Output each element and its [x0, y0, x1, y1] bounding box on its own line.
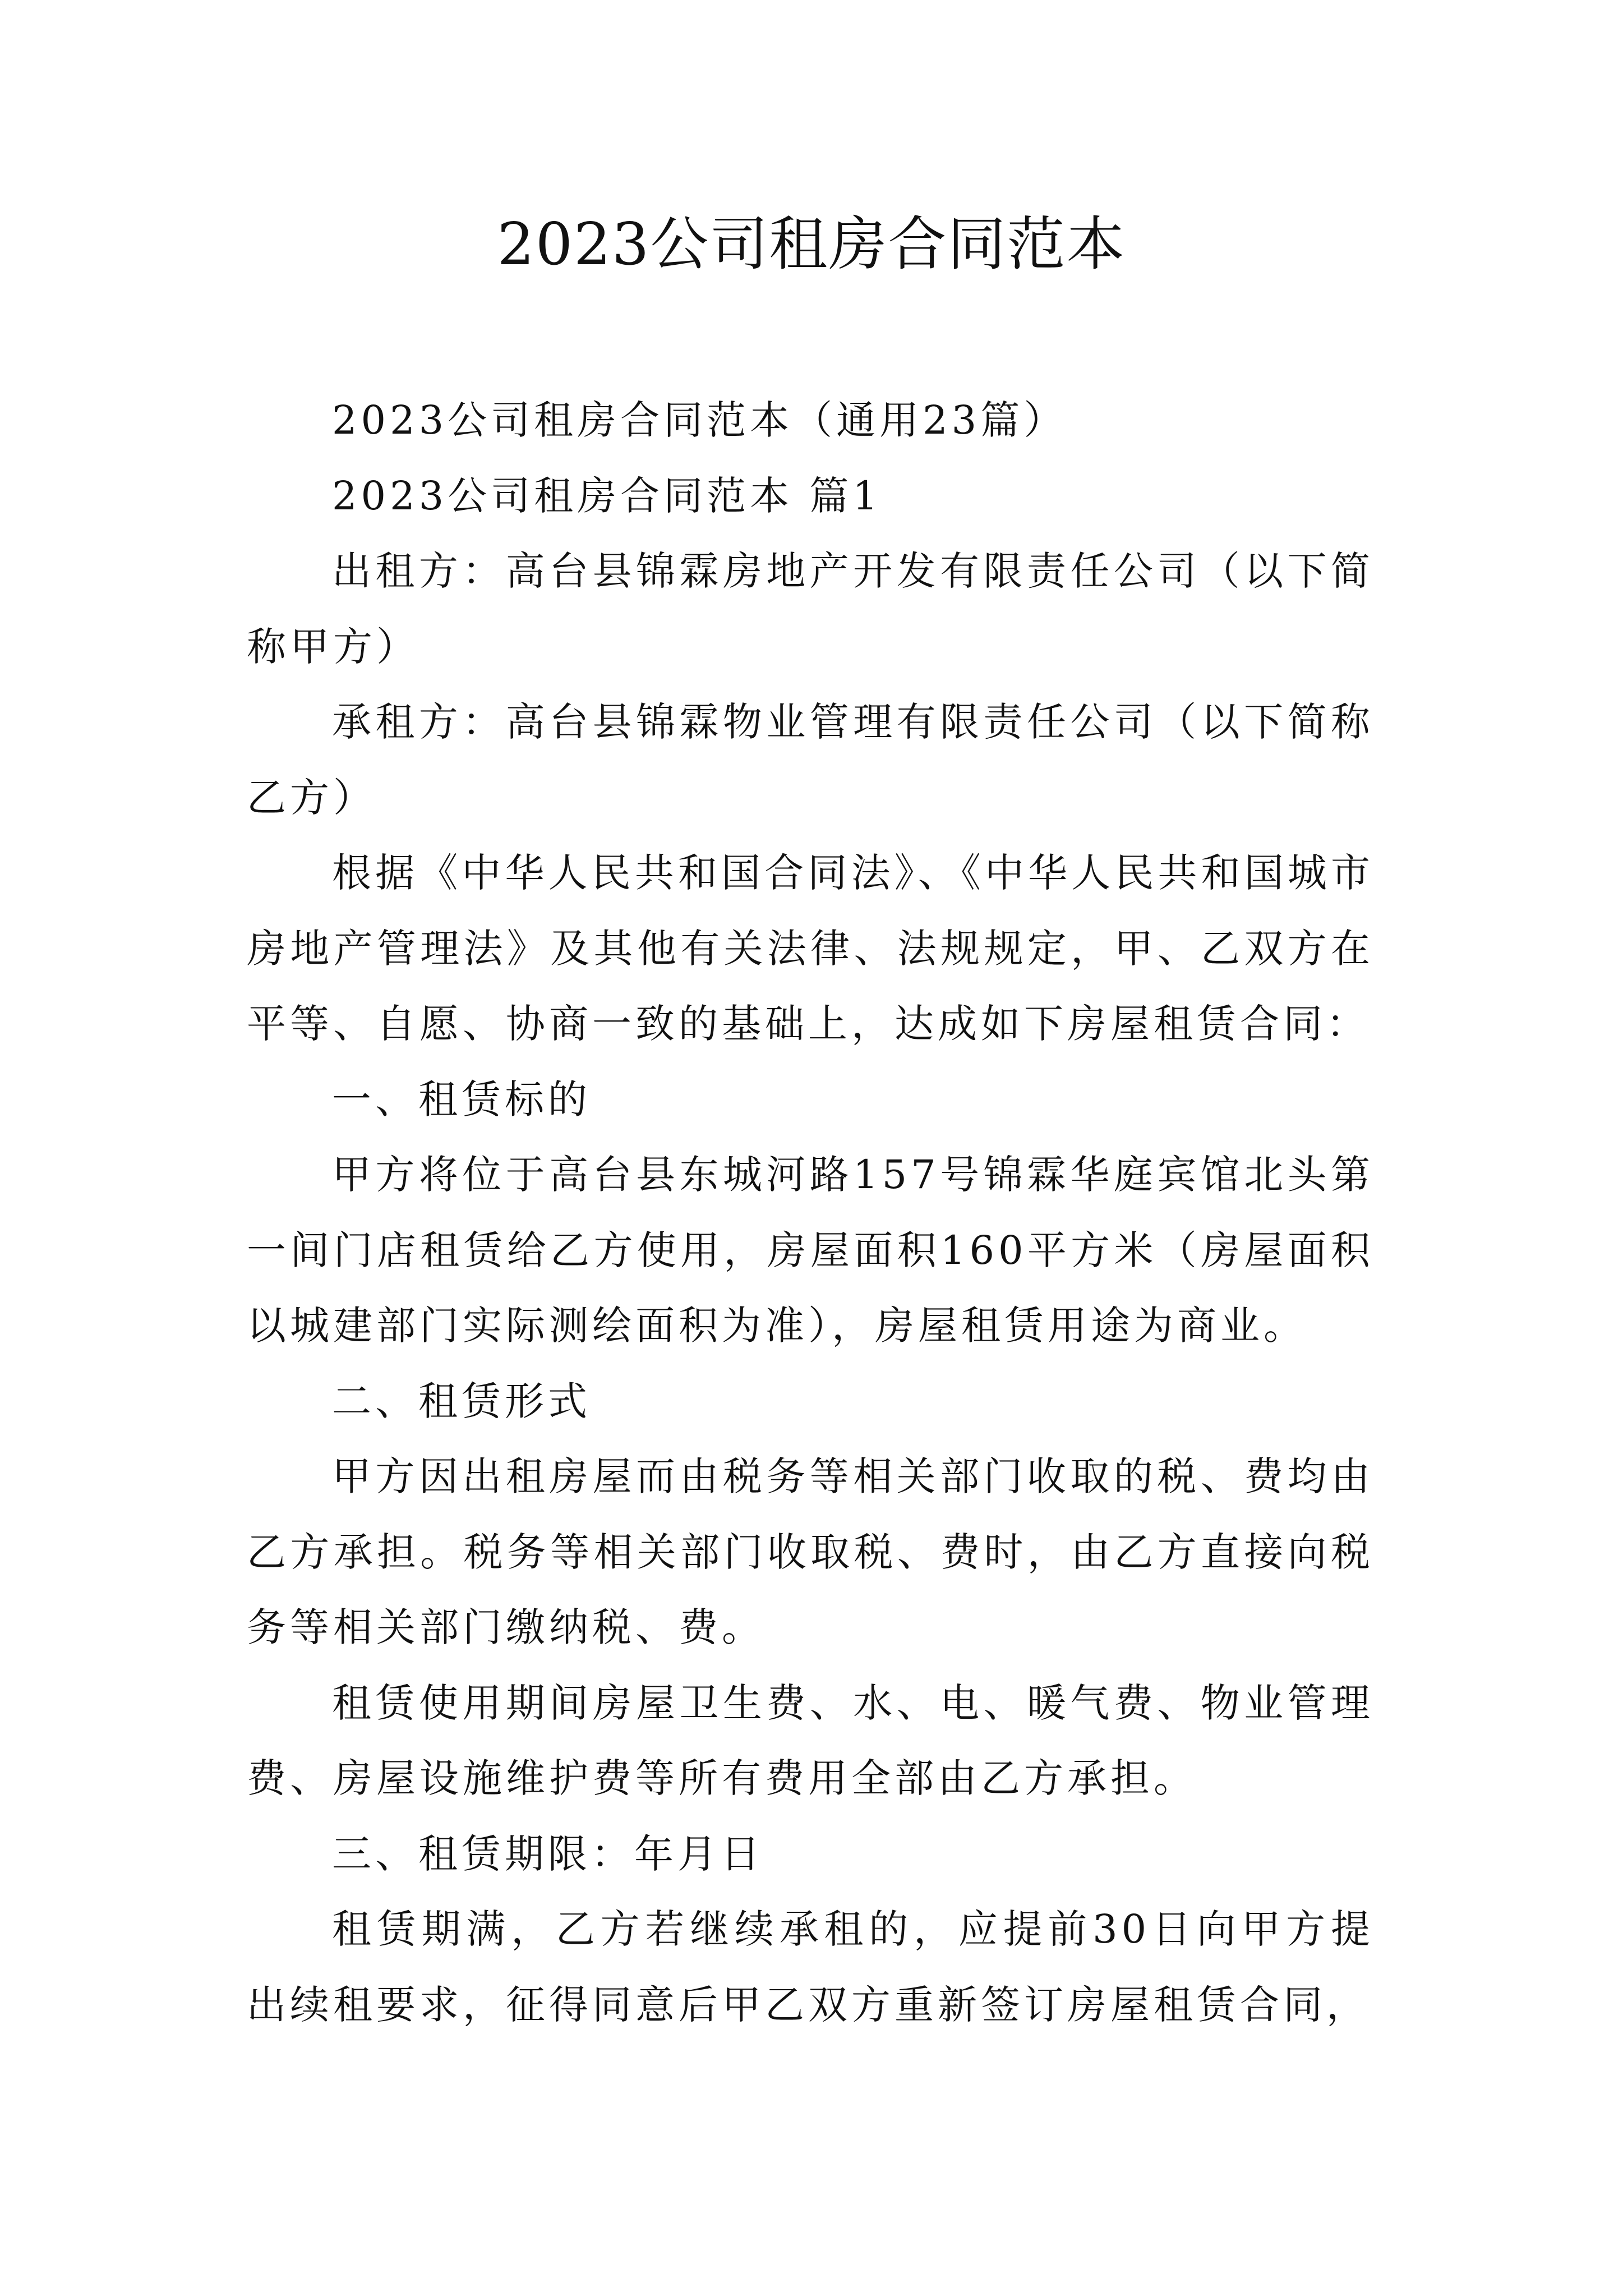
heading-lease-term: 三、租赁期限：年月日 [332, 1830, 764, 1877]
paragraph-renewal: 租赁期满，乙方若继续承租的，应提前30日向甲方提出续租要求，征得同意后甲乙双方重新签订房屋租赁合同， [247, 1906, 1374, 2028]
document-title: 2023公司租房合同范本 [497, 210, 1126, 278]
paragraph-fees: 租赁使用期间房屋卫生费、水、电、暖气费、物业管理费、房屋设施维护费等所有费用全部由乙方承担。 [247, 1680, 1374, 1801]
paragraph-subtitle: 2023公司租房合同范本（通用23篇） [332, 397, 1067, 443]
paragraph-legal-basis: 根据《中华人民共和国合同法》、《中华人民共和国城市房地产管理法》及其他有关法律、法规规定，甲、乙双方在平等、自愿、协商一致的基础上，达成如下房屋租赁合同： [247, 850, 1374, 1047]
paragraph-taxes: 甲方因出租房屋而由税务等相关部门收取的税、费均由乙方承担。税务等相关部门收取税、费时，由乙方直接向税务等相关部门缴纳税、费。 [247, 1453, 1374, 1650]
heading-lease-subject: 一、租赁标的 [332, 1076, 591, 1122]
paragraph-lessee: 承租方：高台县锦霖物业管理有限责任公司（以下简称乙方） [247, 699, 1374, 821]
document-body [247, 383, 1374, 2042]
paragraph-lessor: 出租方：高台县锦霖房地产开发有限责任公司（以下简称甲方） [247, 548, 1374, 670]
heading-lease-form: 二、租赁形式 [332, 1378, 591, 1424]
paragraph-lease-subject: 甲方将位于高台县东城河路157号锦霖华庭宾馆北头第一间门店租赁给乙方使用，房屋面积160平方米（房屋面积以城建部门实际测绘面积为准），房屋租赁用途为商业。 [247, 1152, 1374, 1349]
paragraph-section-heading: 2023公司租房合同范本 篇1 [332, 472, 882, 519]
